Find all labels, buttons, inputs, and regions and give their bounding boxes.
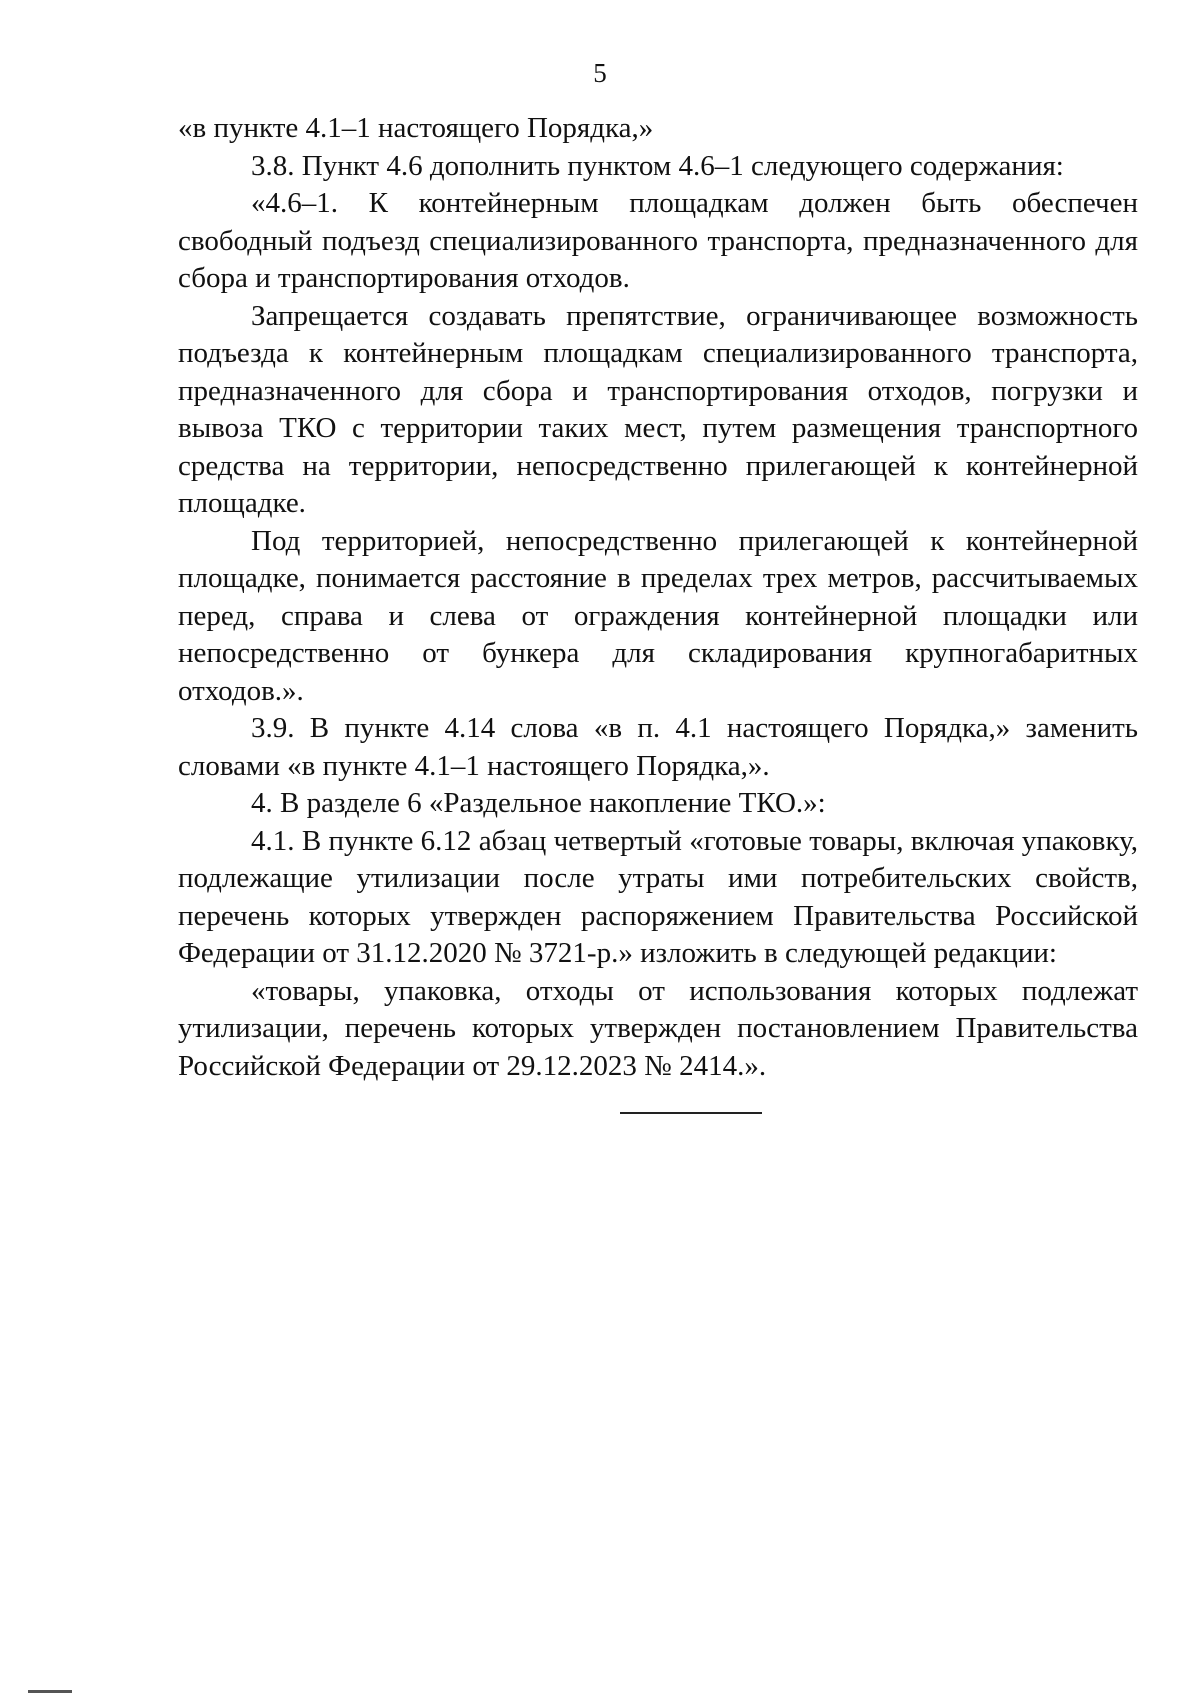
paragraph-item-4: 4. В разделе 6 «Раздельное накопление ТКО.»: bbox=[251, 787, 826, 819]
paragraph-territory-definition: Под территорией, непосредственно прилегающей к контейнерной площадке, понимается расстояние в пределах трех метров, рассчитываемых перед, справа и слева от ограждения контейнерной площадки или непосредственно от бункера для складирования крупногабаритных отходов.». bbox=[178, 524, 1138, 707]
paragraph-item-3-8: 3.8. Пункт 4.6 дополнить пунктом 4.6–1 следующего содержания: bbox=[251, 149, 1064, 182]
paragraph-continuation: «в пункте 4.1–1 настоящего Порядка,» bbox=[178, 112, 654, 144]
document-body bbox=[178, 110, 1138, 1085]
footer-scan-mark bbox=[28, 1690, 72, 1693]
paragraph-new-wording: «товары, упаковка, отходы от использования которых подлежат утилизации, перечень которых утвержден постановлением Правительства Российской Федерации от 29.12.2023 № 2414.». bbox=[178, 974, 1138, 1082]
paragraph-prohibition: Запрещается создавать препятствие, ограничивающее возможность подъезда к контейнерным площадкам специализированного транспорта, предназначенного для сбора и транспортирования отходов, погрузки и вывоза ТКО с территории таких мест, путем размещения транспортного средства на территории, непосредственно прилегающей к контейнерной площадке. bbox=[178, 299, 1138, 519]
paragraph-item-4-1: 4.1. В пункте 6.12 абзац четвертый «готовые товары, включая упаковку, подлежащие утилизации после утраты ими потребительских свойств, перечень которых утвержден распоряжением Правительства Российской Федерации от 31.12.2020 № 3721-р.» изложить в следующей редакции: bbox=[178, 824, 1138, 969]
paragraph-item-3-9: 3.9. В пункте 4.14 слова «в п. 4.1 настоящего Порядка,» заменить словами «в пункте 4.1–1 настоящего Порядка,». bbox=[178, 712, 1138, 782]
paragraph-item-4-6-1: «4.6–1. К контейнерным площадкам должен быть обеспечен свободный подъезд специализированного транспорта, предназначенного для сбора и транспортирования отходов. bbox=[178, 187, 1138, 294]
end-of-document-rule bbox=[620, 1112, 762, 1114]
page-number: 5 bbox=[593, 58, 607, 88]
